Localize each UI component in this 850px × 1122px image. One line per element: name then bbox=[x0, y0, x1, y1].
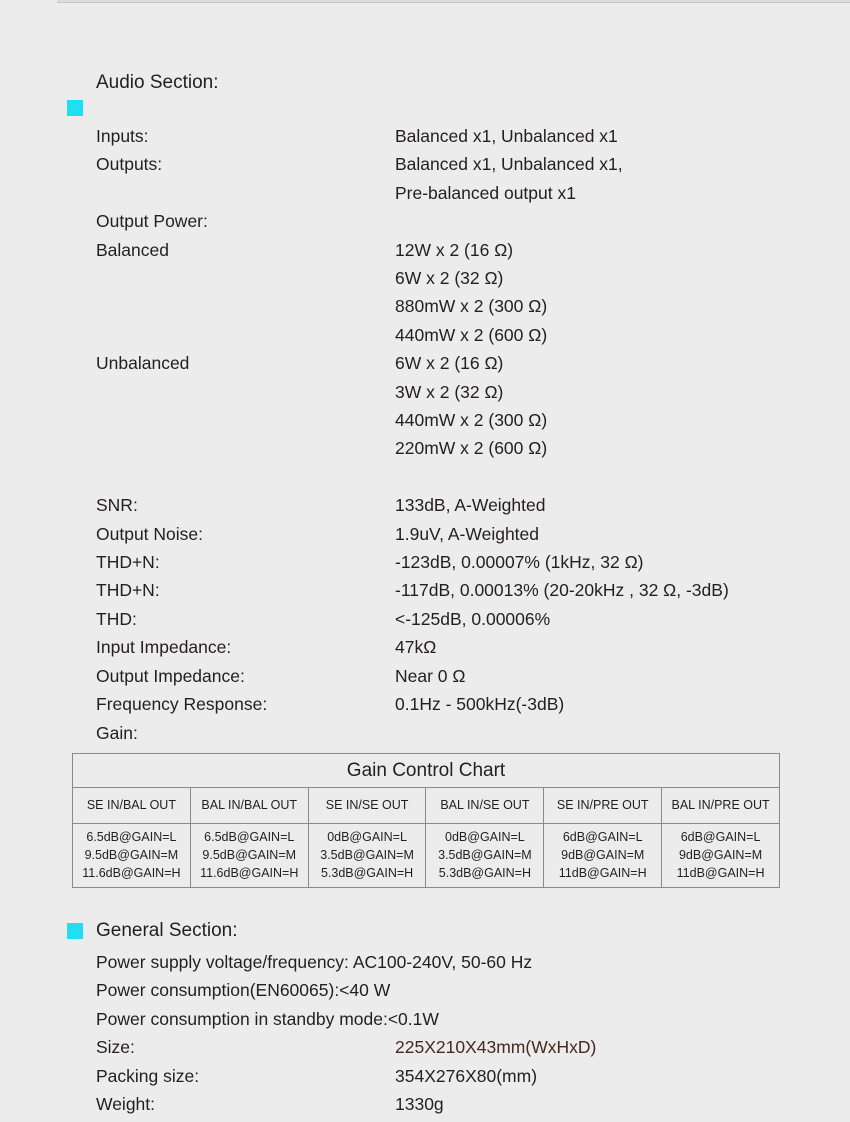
spec-row-unbalanced-1 bbox=[96, 349, 850, 377]
gain-value: 0dB@GAIN=L bbox=[327, 830, 407, 845]
spec-value: -123dB, 0.00007% (1kHz, 32 Ω) bbox=[395, 552, 644, 573]
spec-row-input-impedance bbox=[96, 633, 850, 661]
gain-control-chart-table bbox=[72, 753, 780, 888]
top-divider bbox=[57, 0, 850, 3]
spec-label: Gain: bbox=[96, 722, 138, 743]
gain-cell bbox=[190, 823, 308, 887]
gain-table-title-row bbox=[73, 753, 780, 787]
spec-row-thdn-1 bbox=[96, 548, 850, 576]
spec-value: 3W x 2 (32 Ω) bbox=[395, 381, 504, 402]
general-line-power-consumption: Power consumption(EN60065):<40 W bbox=[96, 980, 391, 1001]
spec-label: Unbalanced bbox=[96, 353, 190, 374]
gain-value: 6dB@GAIN=L bbox=[680, 830, 761, 845]
gain-value: 11.6dB@GAIN=H bbox=[82, 866, 181, 881]
spec-row-unbalanced-2 bbox=[96, 378, 850, 406]
general-section-heading bbox=[67, 918, 850, 944]
spec-row-output-impedance bbox=[96, 662, 850, 690]
spec-label: THD+N: bbox=[96, 580, 160, 601]
spec-label: Output Impedance: bbox=[96, 665, 245, 686]
gain-value: 5.3dB@GAIN=H bbox=[320, 866, 414, 881]
gain-value: 11dB@GAIN=H bbox=[676, 866, 765, 881]
column-header: BAL IN/BAL OUT bbox=[190, 787, 308, 823]
spec-row-outputs bbox=[96, 150, 850, 178]
spec-value bbox=[395, 719, 850, 747]
spec-label bbox=[96, 179, 395, 207]
spec-label: Packing size: bbox=[96, 1065, 200, 1086]
spec-label bbox=[96, 321, 395, 349]
spec-label: SNR: bbox=[96, 495, 138, 516]
gain-value: 6dB@GAIN=L bbox=[562, 830, 643, 845]
spec-value: 354X276X80(mm) bbox=[395, 1065, 538, 1086]
spec-row-weight bbox=[96, 1090, 850, 1118]
audio-spec-list bbox=[96, 122, 850, 747]
gain-table-title: Gain Control Chart bbox=[73, 753, 780, 787]
gain-value: 0dB@GAIN=L bbox=[445, 830, 525, 845]
spec-value: 220mW x 2 (600 Ω) bbox=[395, 438, 548, 459]
spec-row-gain bbox=[96, 719, 850, 747]
blank-line bbox=[96, 463, 850, 491]
spec-value: 880mW x 2 (300 Ω) bbox=[395, 296, 548, 317]
general-section-title: General Section: bbox=[96, 919, 238, 941]
spec-value: -117dB, 0.00013% (20-20kHz , 32 Ω, -3dB) bbox=[395, 580, 729, 601]
spec-label: Outputs: bbox=[96, 154, 163, 175]
spec-value: 1330g bbox=[395, 1093, 444, 1114]
spec-row-balanced-2 bbox=[96, 264, 850, 292]
spec-value: 12W x 2 (16 Ω) bbox=[395, 239, 514, 260]
spec-row-output-power bbox=[96, 207, 850, 235]
spec-value: 47kΩ bbox=[395, 637, 437, 658]
spec-row-balanced-4 bbox=[96, 321, 850, 349]
gain-table-header-row bbox=[73, 787, 780, 823]
spec-value: 440mW x 2 (300 Ω) bbox=[395, 410, 548, 431]
column-header: SE IN/SE OUT bbox=[308, 787, 426, 823]
gain-value: 5.3dB@GAIN=H bbox=[438, 866, 532, 881]
gain-value: 9.5dB@GAIN=M bbox=[202, 848, 297, 863]
spec-row-output-noise bbox=[96, 520, 850, 548]
gain-table-data-row bbox=[73, 823, 780, 887]
spec-row-outputs-cont bbox=[96, 179, 850, 207]
cyan-square-bullet-icon bbox=[67, 100, 83, 116]
spec-value: Balanced x1, Unbalanced x1, bbox=[395, 154, 623, 175]
gain-cell bbox=[308, 823, 426, 887]
spec-row-unbalanced-3 bbox=[96, 406, 850, 434]
spec-label: Input Impedance: bbox=[96, 637, 232, 658]
spec-row-thd bbox=[96, 605, 850, 633]
general-spec-list bbox=[96, 948, 850, 1118]
spec-label bbox=[96, 264, 395, 292]
gain-cell bbox=[73, 823, 191, 887]
audio-section-title: Audio Section: bbox=[96, 72, 219, 93]
spec-label: Output Power: bbox=[96, 211, 208, 232]
spec-value: 6W x 2 (16 Ω) bbox=[395, 353, 504, 374]
spec-value: 6W x 2 (32 Ω) bbox=[395, 268, 504, 289]
spec-label: Size: bbox=[96, 1037, 135, 1058]
spec-row-inputs bbox=[96, 122, 850, 150]
spec-label: Weight: bbox=[96, 1093, 156, 1114]
spec-value-size: 225X210X43mm(WxHxD) bbox=[395, 1037, 597, 1058]
gain-cell bbox=[544, 823, 662, 887]
gain-value: 3.5dB@GAIN=M bbox=[320, 848, 414, 863]
spec-value bbox=[395, 207, 850, 235]
spec-value: <-125dB, 0.00006% bbox=[395, 608, 551, 629]
column-header: SE IN/BAL OUT bbox=[73, 787, 191, 823]
spec-label: THD+N: bbox=[96, 552, 160, 573]
gain-value: 11dB@GAIN=H bbox=[558, 866, 647, 881]
spec-row-balanced-1 bbox=[96, 236, 850, 264]
spec-label: THD: bbox=[96, 608, 137, 629]
gain-value: 9.5dB@GAIN=M bbox=[84, 848, 179, 863]
general-line-standby-consumption: Power consumption in standby mode:<0.1W bbox=[96, 1008, 439, 1029]
cyan-square-bullet-icon bbox=[67, 923, 83, 939]
spec-label bbox=[96, 434, 395, 462]
spec-value: 133dB, A-Weighted bbox=[395, 495, 546, 516]
spec-value: 440mW x 2 (600 Ω) bbox=[395, 324, 548, 345]
spec-label: Inputs: bbox=[96, 126, 149, 146]
spec-value: Near 0 Ω bbox=[395, 665, 466, 686]
spec-row-packing-size bbox=[96, 1062, 850, 1090]
gain-value: 3.5dB@GAIN=M bbox=[438, 848, 532, 863]
spec-label: Balanced bbox=[96, 239, 169, 260]
spec-row-snr bbox=[96, 491, 850, 519]
gain-value: 9dB@GAIN=M bbox=[561, 848, 645, 863]
column-header: SE IN/PRE OUT bbox=[544, 787, 662, 823]
general-line-power-supply: Power supply voltage/frequency: AC100-240V, 50-60 Hz bbox=[96, 951, 533, 972]
gain-value: 9dB@GAIN=M bbox=[678, 848, 763, 863]
spec-value: Pre-balanced output x1 bbox=[395, 182, 576, 203]
gain-value: 11.6dB@GAIN=H bbox=[200, 866, 299, 881]
spec-label bbox=[96, 292, 395, 320]
spec-label bbox=[96, 406, 395, 434]
spec-value: 1.9uV, A-Weighted bbox=[395, 523, 539, 544]
spec-value: 0.1Hz - 500kHz(-3dB) bbox=[395, 694, 565, 715]
audio-section-heading bbox=[67, 0, 850, 116]
spec-row-unbalanced-4 bbox=[96, 434, 850, 462]
spec-row-size bbox=[96, 1033, 850, 1061]
spec-label bbox=[96, 378, 395, 406]
column-header: BAL IN/PRE OUT bbox=[662, 787, 780, 823]
gain-value: 6.5dB@GAIN=L bbox=[204, 830, 295, 845]
spec-row-frequency-response bbox=[96, 690, 850, 718]
spec-row-balanced-3 bbox=[96, 292, 850, 320]
column-header: BAL IN/SE OUT bbox=[426, 787, 544, 823]
spec-row-thdn-2 bbox=[96, 576, 850, 604]
gain-cell bbox=[662, 823, 780, 887]
spec-label: Output Noise: bbox=[96, 523, 203, 544]
gain-value: 6.5dB@GAIN=L bbox=[86, 830, 177, 845]
gain-cell bbox=[426, 823, 544, 887]
spec-label: Frequency Response: bbox=[96, 694, 268, 715]
spec-value: Balanced x1, Unbalanced x1 bbox=[395, 126, 618, 146]
